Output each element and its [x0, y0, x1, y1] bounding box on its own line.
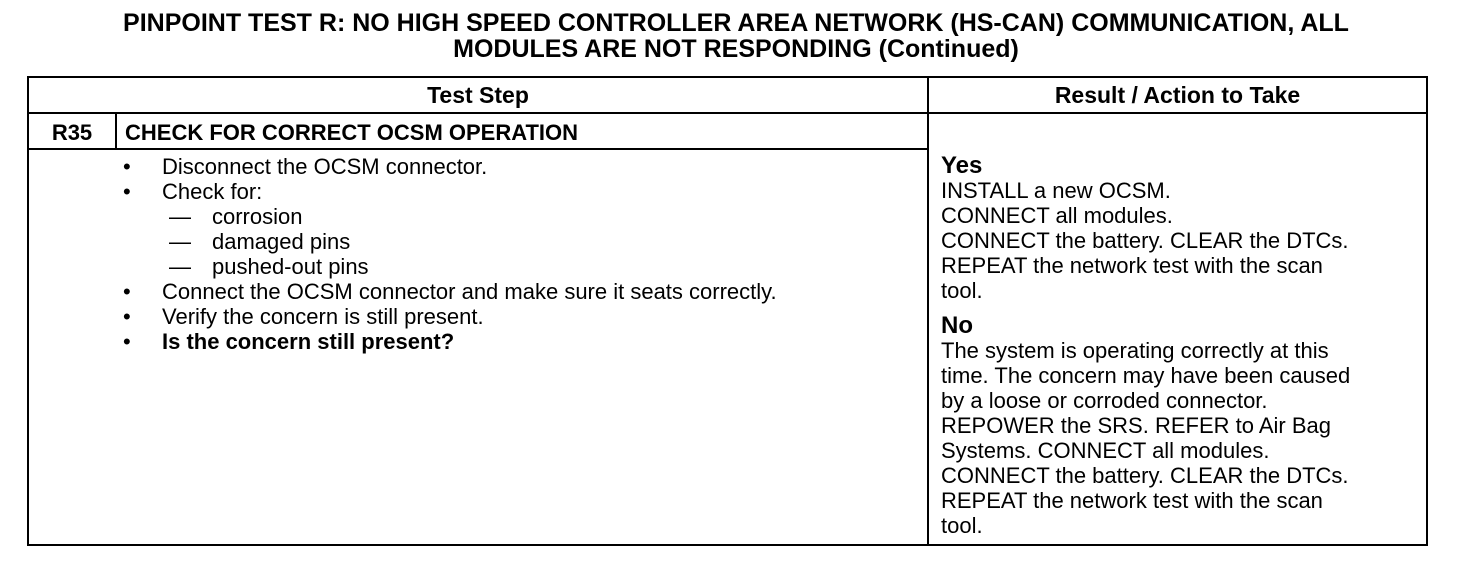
- yes-action-line: tool.: [941, 278, 983, 303]
- column-divider: [927, 78, 929, 544]
- step-title: CHECK FOR CORRECT OCSM OPERATION: [125, 120, 579, 145]
- yes-label: Yes: [941, 152, 983, 179]
- result-action-column: [941, 152, 1421, 538]
- header-result-action: Result / Action to Take: [1054, 82, 1301, 108]
- no-action-line: time. The concern may have been caused: [941, 363, 1351, 388]
- step-text: Verify the concern is still present.: [162, 304, 484, 329]
- pinpoint-test-table: [27, 76, 1428, 546]
- page-title: [0, 10, 1472, 62]
- dash-icon: —: [169, 204, 191, 229]
- no-action-line: The system is operating correctly at this: [941, 338, 1329, 363]
- no-action-line: tool.: [941, 513, 983, 538]
- no-action-line: CONNECT the battery. CLEAR the DTCs.: [941, 463, 1349, 488]
- bullet-icon: •: [123, 179, 131, 204]
- bullet-icon: •: [123, 279, 131, 304]
- bullet-icon: •: [123, 154, 131, 179]
- header-test-step: Test Step: [427, 82, 529, 108]
- bullet-icon: •: [123, 329, 131, 354]
- step-text: Connect the OCSM connector and make sure it seats correctly.: [162, 279, 777, 304]
- yes-action-line: INSTALL a new OCSM.: [941, 178, 1171, 203]
- step-text: Check for:: [162, 179, 263, 204]
- title-line-2: MODULES ARE NOT RESPONDING (Continued): [453, 35, 1019, 63]
- no-action-line: REPEAT the network test with the scan: [941, 488, 1323, 513]
- dash-icon: —: [169, 229, 191, 254]
- yes-action-line: CONNECT the battery. CLEAR the DTCs.: [941, 228, 1349, 253]
- no-action-line: by a loose or corroded connector.: [941, 388, 1268, 413]
- yes-action-line: REPEAT the network test with the scan: [941, 253, 1323, 278]
- no-action-line: REPOWER the SRS. REFER to Air Bag: [941, 413, 1332, 438]
- bullet-icon: •: [123, 304, 131, 329]
- step-id: R35: [51, 120, 93, 145]
- title-line-1: PINPOINT TEST R: NO HIGH SPEED CONTROLLER AREA NETWORK (HS-CAN) COMMUNICATION, ALL: [123, 9, 1349, 37]
- step-subtext: pushed-out pins: [212, 254, 369, 279]
- yes-action-line: CONNECT all modules.: [941, 203, 1173, 228]
- no-action-line: Systems. CONNECT all modules.: [941, 438, 1270, 463]
- dash-icon: —: [169, 254, 191, 279]
- step-id-divider: [115, 114, 117, 149]
- no-label: No: [941, 312, 973, 339]
- step-text: Disconnect the OCSM connector.: [162, 154, 488, 179]
- step-question: Is the concern still present?: [162, 329, 455, 354]
- step-subtext: damaged pins: [212, 229, 351, 254]
- step-subtext: corrosion: [212, 204, 303, 229]
